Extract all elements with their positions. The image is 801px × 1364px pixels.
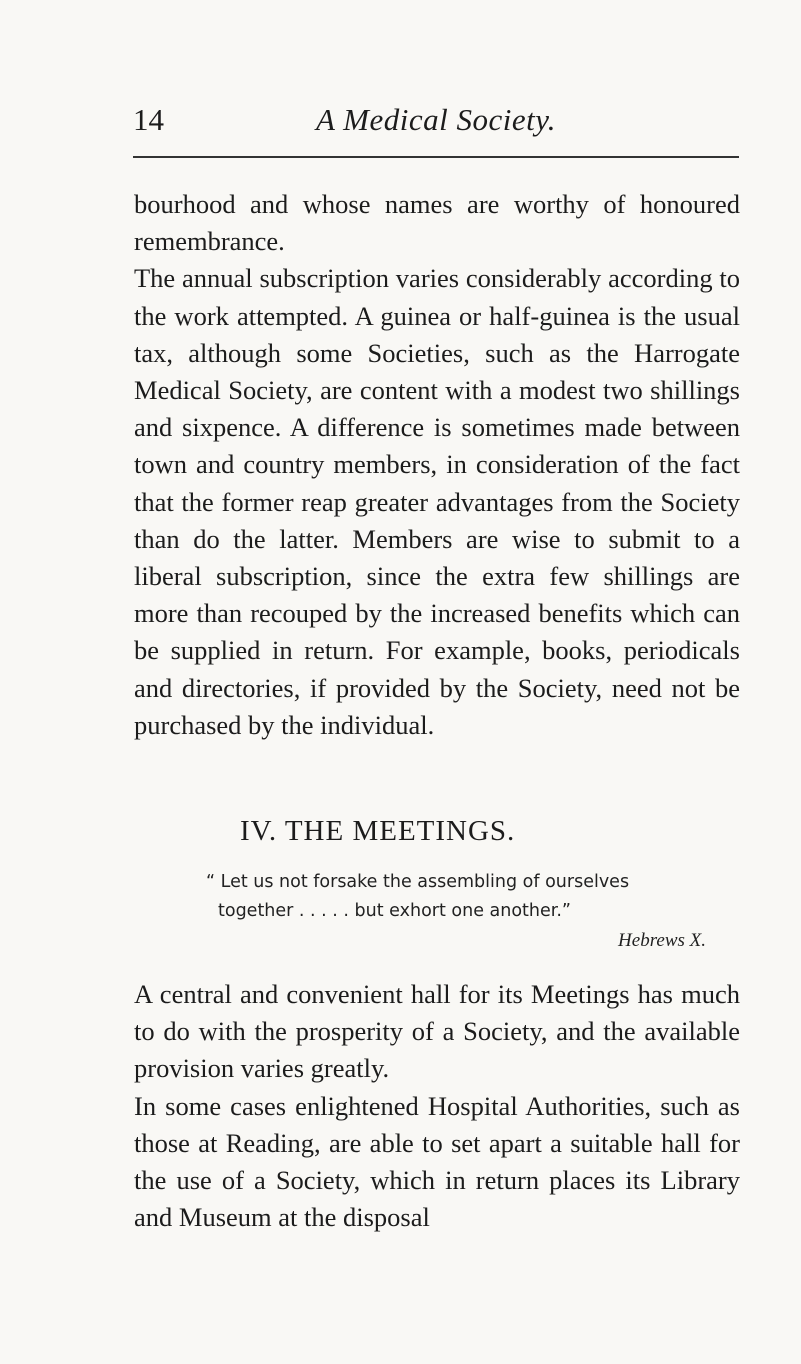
- epigraph-line: together . . . . . but exhort one another.”: [218, 901, 571, 921]
- paragraph: In some cases enlightened Hospital Authorities, such as those at Reading, are able to set apart a suitable hall for the use of a Society, which in return places its Library and Museum at the disposal: [134, 1090, 740, 1233]
- paragraph: bourhood and whose names are worthy of honoured remembrance.: [134, 189, 740, 257]
- paragraph: A central and convenient hall for its Meetings has much to do with the prosperity of a Society, and the available provision varies greatly.: [134, 979, 740, 1084]
- body-text-section-2: [134, 976, 740, 1236]
- section-heading: IV. THE MEETINGS.: [240, 815, 516, 847]
- page-header: [133, 96, 739, 158]
- paragraph: The annual subscription varies considerably according to the work attempted. A guinea or half-guinea is the usual tax, although some Societies, such as the Harrogate Medical Society, are content with a modest two shillings and sixpence. A difference is sometimes made between town and country members, in consideration of the fact that the former reap greater advantages from the Society than do the latter. Members are wise to submit to a liberal subscription, since the extra few shillings are more than recouped by the increased benefits which can be supplied in return. For example, books, periodicals and directories, if provided by the Society, need not be purchased by the individual.: [134, 263, 740, 740]
- page-number: 14: [133, 102, 164, 137]
- epigraph: [206, 868, 706, 955]
- running-title: A Medical Society.: [316, 102, 556, 137]
- body-text-section-1: [134, 186, 740, 744]
- epigraph-source: Hebrews X.: [618, 930, 706, 951]
- epigraph-line: “ Let us not forsake the assembling of ourselves: [206, 872, 630, 892]
